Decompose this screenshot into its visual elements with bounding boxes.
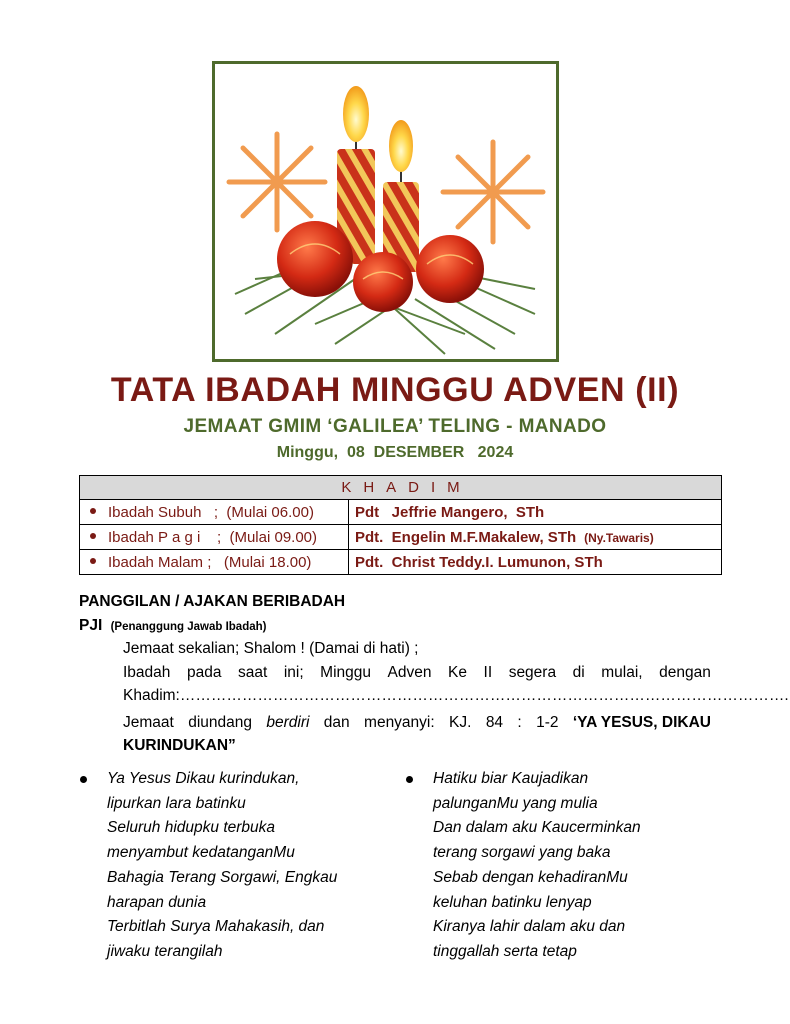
bullet-icon [90,508,96,514]
hymn-line: Terbitlah Surya Mahakasih, dan [107,918,325,936]
section-heading: PANGGILAN / AJAKAN BERIBADAH [79,593,346,610]
advent-candles-icon [215,64,556,359]
hymn-line: Dan dalam aku Kaucerminkan [433,819,641,837]
advent-illustration [212,61,559,362]
hymn-verse-2 [433,767,703,965]
pji-line [79,617,266,635]
pji-sub: (Penanggung Jawab Ibadah) [110,621,267,633]
hymn-line: Ya Yesus Dikau kurindukan, [107,770,300,787]
hymn-title-cont: KURINDUKAN” [123,737,236,754]
table-row [80,525,722,550]
hymn-line: menyambut kedatanganMu [107,844,295,862]
service-time: Ibadah P a g i ; (Mulai 09.00) [80,525,349,550]
hymn-line: Bahagia Terang Sorgawi, Engkau [107,868,338,886]
khadim-header: KHADIM [80,476,722,500]
khadim-header-row [80,476,722,500]
hymn-line: harapan dunia [107,893,207,911]
hymn-intro-line: Jemaat diundang berdiri dan menyanyi: KJ. 84 : 1-2 ‘YA YESUS, DIKAU [123,711,711,734]
liturgy-line-hymn-intro [123,711,711,757]
hymn-verse-1 [107,767,377,965]
announcement-word: di [572,664,585,681]
hymn-title: ‘YA YESUS, DIKAU [572,714,711,731]
hymn-line: keluhan batinku lenyap [433,893,592,911]
service-time: Ibadah Subuh ; (Mulai 06.00) [80,500,349,525]
announcement-word: Minggu [320,664,372,681]
service-time: Ibadah Malam ; (Mulai 18.00) [80,550,349,575]
bullet-icon [90,558,96,564]
page-title: TATA IBADAH MINGGU ADVEN (II) [110,371,680,409]
hymn-line: lipurkan lara batinku [107,794,246,812]
liturgy-line-announcement [123,661,789,707]
announcement-word: saat [237,664,268,681]
pastor-name: Pdt. Christ Teddy.I. Lumunon, STh [349,550,722,575]
service-date: Minggu, 08 DESEMBER 2024 [276,444,514,461]
pastor-name: Pdt. Engelin M.F.Makalew, STh (Ny.Tawaris) [349,525,722,550]
hymn-line: terang sorgawi yang baka [433,844,611,862]
announcement-word: pada [186,664,222,681]
announcement-word: Adven [387,664,432,681]
hymn-line: Hatiku biar Kaujadikan [433,770,589,787]
announcement-word: ini; [283,664,304,681]
verse-bullet-icon [406,776,413,783]
hymn-line: Seluruh hidupku terbuka [107,819,276,837]
liturgy-line-greeting: Jemaat sekalian; Shalom ! (Damai di hati) ; [123,640,419,657]
bullet-icon [90,533,96,539]
announcement-word: mulai, [601,664,643,681]
hymn-line: palunganMu yang mulia [433,794,598,812]
hymn-line: tinggallah serta tetap [433,942,577,960]
announcement-line [123,661,711,684]
khadim-table [79,475,722,575]
announcement-word: dengan [659,664,711,681]
table-row [80,550,722,575]
pastor-name: Pdt Jeffrie Mangero, STh [349,500,722,525]
announcement-word: Ibadah [123,664,171,681]
hymn-line: Sebab dengan kehadiranMu [433,868,628,886]
announcement-word: segera [508,664,557,681]
announcement-word: II [483,664,493,681]
announcement-word: Ke [448,664,467,681]
hymn-line: jiwaku terangilah [107,942,223,960]
pastor-note: (Ny.Tawaris) [584,530,654,545]
pji-label: PJI [79,617,103,634]
khadim-blank-line: Khadim:………………………………………………………………………………………………………. [123,687,789,704]
congregation-name: JEMAAT GMIM ‘GALILEA’ TELING - MANADO [183,416,607,437]
hymn-line: Kiranya lahir dalam aku dan [433,918,626,936]
verse-bullet-icon [80,776,87,783]
table-row [80,500,722,525]
